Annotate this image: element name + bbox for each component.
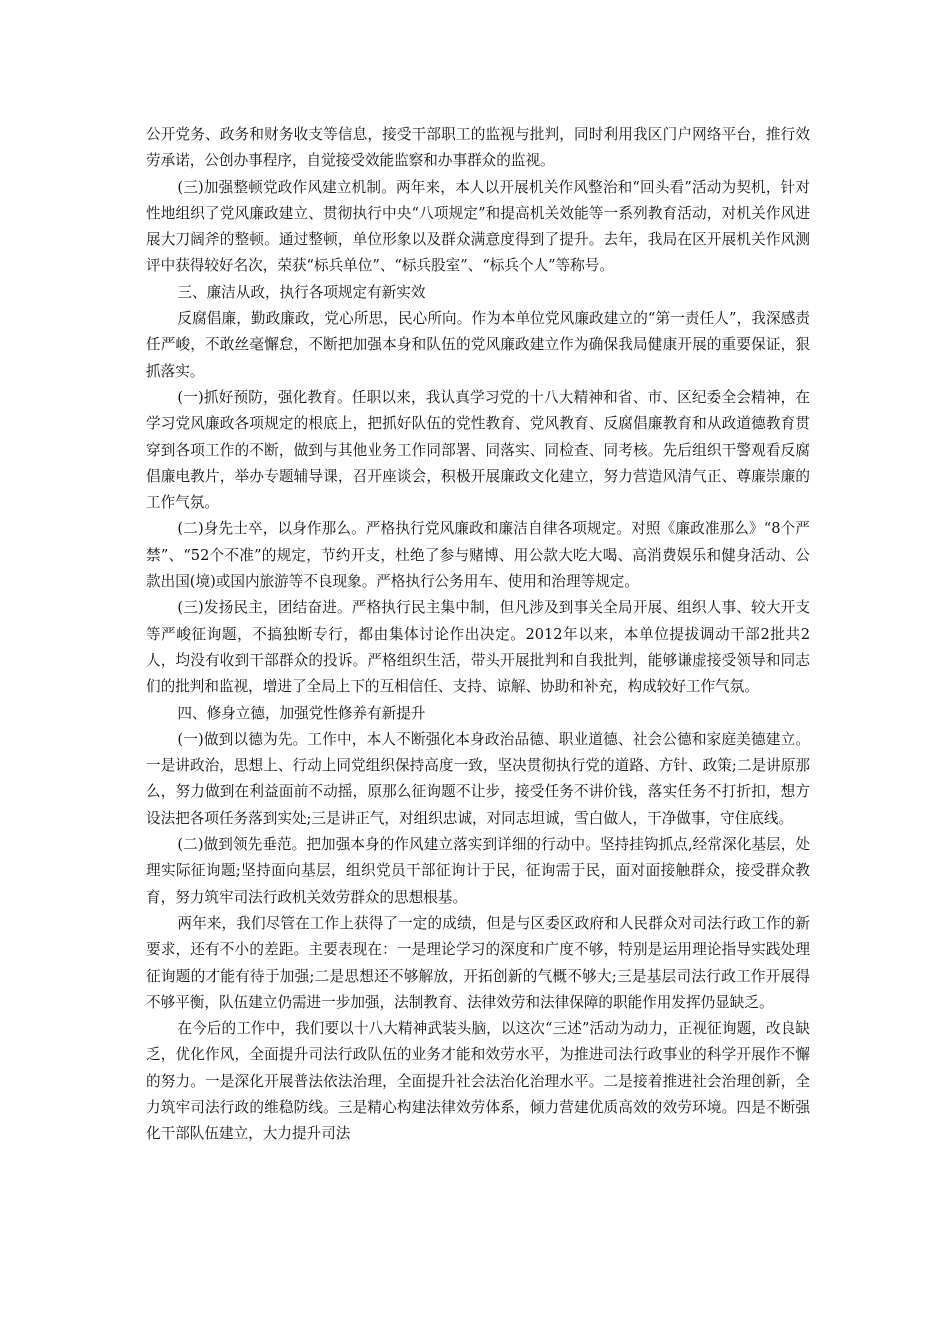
paragraph-democracy-unity: (三)发扬民主，团结奋进。严格执行民主集中制，但凡涉及到事关全局开展、组织人事、较大开支等严峻征询题，不搞独断专行，都由集体讨论作出决定。2012年以来，本单位提拔调动干部2批共2人，均没有收到干部群众的投诉。严格组织生活，带头开展批判和自我批判，能够谦虚接受领导和同志们的批判和监视，增进了全局上下的互相信任、支持、谅解、协助和补充，构成较好工作气氛。 xyxy=(146,599,810,696)
paragraph-lead-by-example: (二)身先士卒，以身作那么。严格执行党风廉政和廉洁自律各项规定。对照《廉政准那么》“8个严禁”、“52个不准”的规定，节约开支，杜绝了参与赌博、用公款大吃大喝、高消费娱乐和健身活动、公款出国(境)或国内旅游等不良现象。严格执行公务用车、使用和治理等规定。 xyxy=(146,520,810,591)
paragraph-prevention-education: (一)抓好预防，强化教育。任职以来，我认真学习党的十八大精神和省、市、区纪委全会精神，在学习党风廉政各项规定的根底上，把抓好队伍的党性教育、党风教育、反腐倡廉教育和从政道德教育贯穿到各项工作的不断，做到与其他业务工作同部署、同落实、同检查、同考核。先后组织干警观看反腐倡廉电教片，举办专题辅导课，召开座谈会，积极开展廉政文化建立，努力营造风清气正、尊廉崇廉的工作气氛。 xyxy=(146,388,810,512)
paragraph-virtue-first: (一)做到以德为先。工作中，本人不断强化本身政治品德、职业道德、社会公德和家庭美德建立。一是讲政治，思想上、行动上同党组织保持高度一致，坚决贯彻执行党的道路、方针、政策;二是讲原那么，努力做到在利益面前不动摇，原那么征询题不让步，接受任务不讲价钱，落实任务不打折扣，想方设法把各项任务落到实处;三是讲正气，对组织忠诚，对同志坦诚，雪白做人，干净做事，守住底线。 xyxy=(146,730,810,827)
paragraph-style-rectification: (三)加强整顿党政作风建立机制。两年来，本人以开展机关作风整治和“回头看”活动为契机，针对性地组织了党风廉政建立、贯彻执行中央“八项规定”和提高机关效能等一系列教育活动，对机关作风进展大刀阔斧的整顿。通过整顿，单位形象以及群众满意度得到了提升。去年，我局在区开展机关作风测评中获得较好名次，荣获“标兵单位”、“标兵股室”、“标兵个人”等称号。 xyxy=(146,178,810,275)
paragraph-future-work: 在今后的工作中，我们要以十八大精神武装头脑，以这次“三述”活动为动力，正视征询题，改良缺乏，优化作风，全面提升司法行政队伍的业务才能和效劳水平，为推进司法行政事业的科学开展作不懈的努力。一是深化开展普法依法治理，全面提升社会法治化治理水平。二是接着推进社会治理创新，全力筑牢司法行政的维稳防线。三是精心构建法律效劳体系，倾力营建优质高效的效劳环境。四是不断强化干部队伍建立，大力提升司法 xyxy=(146,1020,810,1143)
section-heading-self-cultivation: 四、修身立德，加强党性修养有新提升 xyxy=(177,704,426,722)
paragraph-set-example: (二)做到领先垂范。把加强本身的作风建立落实到详细的行动中。坚持挂钩抓点,经常深化基层，处理实际征询题;坚持面向基层，组织党员干部征询计于民，征询需于民，面对面接触群众，接受群众教育，努力筑牢司法行政机关效劳群众的思想根基。 xyxy=(146,836,810,906)
paragraph-disclosure-continuation: 公开党务、政务和财务收支等信息，接受干部职工的监视与批判，同时利用我区门户网络平台，推行效劳承诺，公创办事程序，自觉接受效能监察和办事群众的监视。 xyxy=(146,126,810,170)
paragraph-shortcomings: 两年来，我们尽管在工作上获得了一定的成绩，但是与区委区政府和人民群众对司法行政工作的新要求，还有不小的差距。主要表现在：一是理论学习的深度和广度不够，特别是运用理论指导实践处理征询题的才能有待于加强;二是思想还不够解放，开拓创新的气概不够大;三是基层司法行政工作开展得不够平衡，队伍建立仍需进一步加强，法制教育、法律效劳和法律保障的职能作用发挥仍显缺乏。 xyxy=(146,914,810,1011)
document-body xyxy=(146,122,810,1148)
section-heading-integrity: 三、廉洁从政，执行各项规定有新实效 xyxy=(177,283,426,301)
paragraph-anti-corruption: 反腐倡廉，勤政廉政，党心所思，民心所向。作为本单位党风廉政建立的“第一责任人”，我深感责任严峻，不敢丝毫懈怠，不断把加强本身和队伍的党风廉政建立作为确保我局健康开展的重要保证，狠抓落实。 xyxy=(146,310,810,380)
